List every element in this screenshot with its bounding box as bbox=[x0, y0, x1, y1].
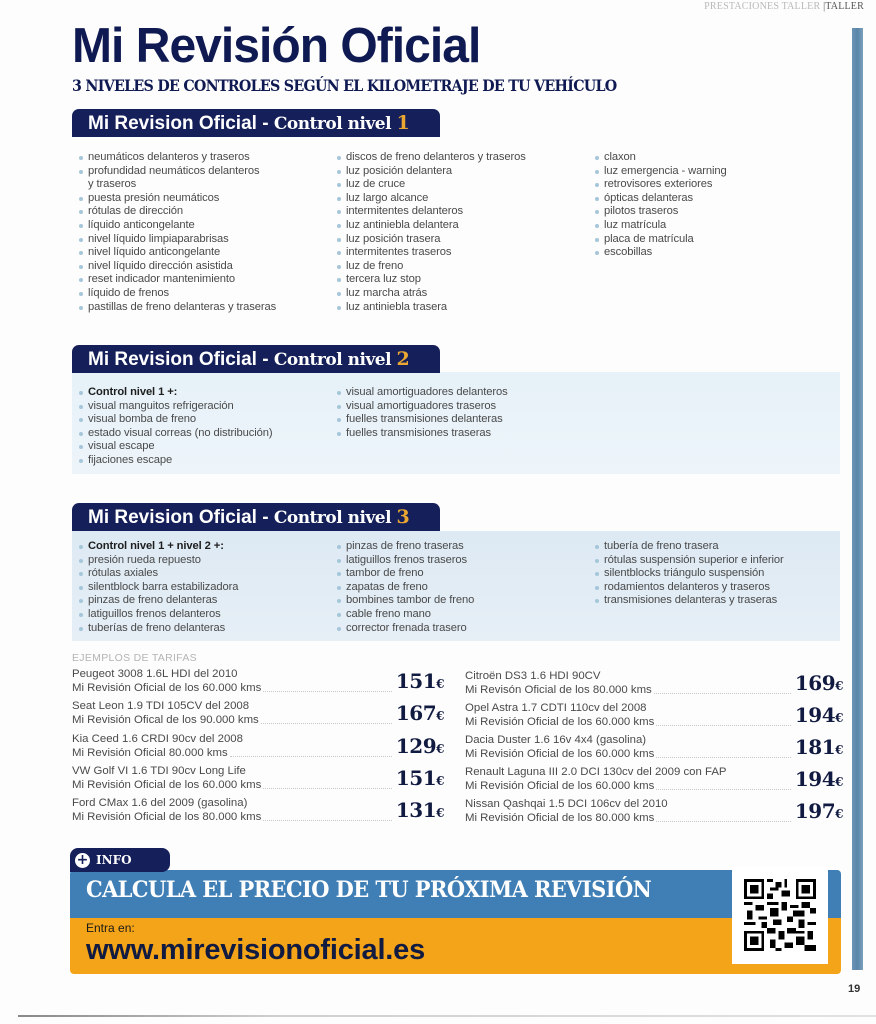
tariff-car: Seat Leon 1.9 TDI 105CV del 2008 bbox=[72, 700, 250, 712]
qr-code-graphic bbox=[744, 876, 816, 954]
section-tag bbox=[704, 1, 864, 12]
checklist-item: latiguillos frenos delanteros bbox=[78, 608, 238, 622]
tariff-row bbox=[72, 700, 444, 732]
level-number: 2 bbox=[396, 348, 410, 370]
checklist-item: tuberías de freno delanteras bbox=[78, 622, 238, 636]
checklist-item: placa de matrícula bbox=[594, 233, 727, 247]
checklist-item: líquido de frenos bbox=[78, 287, 276, 301]
checklist-item: cable freno mano bbox=[336, 608, 474, 622]
tariff-service: Mi Revisión Oficial de los 60.000 kms bbox=[465, 715, 655, 728]
tariff-row bbox=[465, 670, 843, 702]
checklist-item: claxon bbox=[594, 151, 727, 165]
tariff-price: 151€ bbox=[395, 669, 444, 693]
checklist-item: rodamientos delanteros y traseros bbox=[594, 581, 784, 595]
checklist-item: corrector frenada trasero bbox=[336, 622, 474, 636]
tariff-service: Mi Revisión Oficial de los 60.000 kms bbox=[72, 778, 262, 791]
checklist-item: visual escape bbox=[78, 440, 273, 454]
checklist-item: luz antiniebla delantera bbox=[336, 219, 526, 233]
checklist-item: luz de cruce bbox=[336, 178, 526, 192]
tariff-service: Mi Revisión Ofical de los 90.000 kms bbox=[72, 713, 259, 726]
checklist-item-heading: Control nivel 1 + nivel 2 +: bbox=[78, 540, 238, 554]
tariff-service: Mi Revisión Oficial de los 80.000 kms bbox=[465, 811, 655, 824]
level-header-brand: Mi Revision Oficial - bbox=[88, 349, 274, 370]
tariff-car: Kia Ceed 1.6 CRDI 90cv del 2008 bbox=[72, 733, 243, 745]
checklist-item: discos de freno delanteros y traseros bbox=[336, 151, 526, 165]
tariff-row bbox=[72, 765, 444, 797]
level-header-control: Control nivel bbox=[273, 350, 397, 370]
tariff-price: 131€ bbox=[395, 798, 444, 822]
checklist-item: rótulas suspensión superior e inferior bbox=[594, 554, 784, 568]
checklist-item: presión rueda repuesto bbox=[78, 554, 238, 568]
tariff-row bbox=[72, 668, 444, 700]
tariff-row bbox=[465, 734, 843, 766]
tariffs-title: EJEMPLOS DE TARIFAS bbox=[72, 652, 197, 664]
level-1-column-2 bbox=[336, 151, 526, 314]
tariff-row bbox=[465, 766, 843, 798]
checklist-item: silentblock barra estabilizadora bbox=[78, 581, 238, 595]
tariff-row bbox=[72, 797, 444, 829]
bottom-divider bbox=[18, 1015, 876, 1017]
checklist-item: fuelles transmisiones delanteras bbox=[336, 413, 508, 427]
checklist-item: tubería de freno trasera bbox=[594, 540, 784, 554]
level-2-header bbox=[72, 345, 440, 373]
level-3-column-1 bbox=[78, 540, 238, 635]
section-tag-strong: |TALLER bbox=[823, 1, 864, 12]
checklist-item: latiguillos frenos traseros bbox=[336, 554, 474, 568]
info-tab-label: INFO bbox=[96, 853, 132, 867]
checklist-item: puesta presión neumáticos bbox=[78, 192, 276, 206]
checklist-item: retrovisores exteriores bbox=[594, 178, 727, 192]
checklist-item: zapatas de freno bbox=[336, 581, 474, 595]
checklist-item: pinzas de freno delanteras bbox=[78, 594, 238, 608]
tariff-price: 194€ bbox=[794, 703, 843, 727]
checklist-item: luz posición trasera bbox=[336, 233, 526, 247]
level-header-control: Control nivel bbox=[273, 114, 397, 134]
checklist-item: neumáticos delanteros y traseros bbox=[78, 151, 276, 165]
checklist-item: fuelles transmisiones traseras bbox=[336, 427, 508, 441]
level-2-column-1 bbox=[78, 386, 273, 468]
tariff-service: Mi Revisión Oficial de los 60.000 kms bbox=[465, 779, 655, 792]
checklist-item: luz marcha atrás bbox=[336, 287, 526, 301]
level-1-column-1 bbox=[78, 151, 276, 314]
level-header-control: Control nivel bbox=[273, 508, 397, 528]
tariff-service: Mi Revisión Oficial de los 60.000 kms bbox=[465, 747, 655, 760]
tariff-car: Renault Laguna III 2.0 DCI 130cv del 2009 con FAP bbox=[465, 766, 727, 778]
checklist-item: luz de freno bbox=[336, 260, 526, 274]
checklist-item-heading: Control nivel 1 +: bbox=[78, 386, 273, 400]
info-headline: CALCULA EL PRECIO DE TU PRÓXIMA REVISIÓN bbox=[86, 877, 652, 903]
tariff-car: VW Golf VI 1.6 TDI 90cv Long Life bbox=[72, 765, 246, 777]
checklist-item: transmisiones delanteras y traseras bbox=[594, 594, 784, 608]
tariff-row bbox=[465, 798, 843, 830]
tariff-row bbox=[465, 702, 843, 734]
checklist-item: pastillas de freno delanteras y traseras bbox=[78, 301, 276, 315]
level-3-column-2 bbox=[336, 540, 474, 635]
checklist-item: pinzas de freno traseras bbox=[336, 540, 474, 554]
checklist-item: pilotos traseros bbox=[594, 205, 727, 219]
page-subtitle: 3 NIVELES DE CONTROLES SEGÚN EL KILOMETRAJE DE TU VEHÍCULO bbox=[72, 76, 617, 95]
checklist-item: fijaciones escape bbox=[78, 454, 273, 468]
side-color-bar bbox=[852, 28, 863, 970]
checklist-item: visual bomba de freno bbox=[78, 413, 273, 427]
checklist-item: luz posición delantera bbox=[336, 165, 526, 179]
level-2-column-2 bbox=[336, 386, 508, 440]
checklist-item: visual amortiguadores traseros bbox=[336, 400, 508, 414]
checklist-item: intermitentes delanteros bbox=[336, 205, 526, 219]
level-1-header bbox=[72, 109, 440, 137]
section-tag-label: PRESTACIONES TALLER bbox=[704, 1, 821, 12]
tariff-price: 151€ bbox=[395, 766, 444, 790]
tariff-price: 194€ bbox=[794, 767, 843, 791]
level-number: 3 bbox=[396, 506, 410, 528]
tariff-price: 169€ bbox=[794, 671, 843, 695]
checklist-item: escobillas bbox=[594, 246, 727, 260]
checklist-item: visual amortiguadores delanteros bbox=[336, 386, 508, 400]
tariff-car: Peugeot 3008 1.6L HDI del 2010 bbox=[72, 668, 238, 680]
level-number: 1 bbox=[396, 112, 410, 134]
checklist-item-continuation: y traseros bbox=[88, 178, 137, 191]
checklist-item: nivel líquido dirección asistida bbox=[78, 260, 276, 274]
checklist-item: rótulas axiales bbox=[78, 567, 238, 581]
qr-code-icon[interactable] bbox=[732, 866, 828, 964]
checklist-item: tambor de freno bbox=[336, 567, 474, 581]
level-1-column-3 bbox=[594, 151, 727, 260]
level-header-brand: Mi Revision Oficial - bbox=[88, 507, 274, 528]
tariff-service: Mi Revisión Oficial de los 60.000 kms bbox=[72, 681, 262, 694]
checklist-item: silentblocks triángulo suspensión bbox=[594, 567, 784, 581]
checklist-item: estado visual correas (no distribución) bbox=[78, 427, 273, 441]
checklist-item: bombines tambor de freno bbox=[336, 594, 474, 608]
tariff-price: 167€ bbox=[395, 701, 444, 725]
tariff-row bbox=[72, 733, 444, 765]
level-header-brand: Mi Revision Oficial - bbox=[88, 113, 274, 134]
checklist-item: nivel líquido limpiaparabrisas bbox=[78, 233, 276, 247]
level-3-column-3 bbox=[594, 540, 784, 608]
checklist-item: luz emergencia - warning bbox=[594, 165, 727, 179]
checklist-item: rótulas de dirección bbox=[78, 205, 276, 219]
level-3-header bbox=[72, 503, 440, 531]
info-tab bbox=[70, 848, 170, 872]
page-title: Mi Revisión Oficial bbox=[72, 19, 481, 73]
tariff-car: Citroën DS3 1.6 HDI 90CV bbox=[465, 670, 601, 682]
checklist-item: intermitentes traseros bbox=[336, 246, 526, 260]
tariff-service: Mi Revisión Oficial 80.000 kms bbox=[72, 746, 228, 759]
checklist-item: visual manguitos refrigeración bbox=[78, 400, 273, 414]
website-link[interactable]: www.mirevisionoficial.es bbox=[86, 934, 426, 966]
plus-circle-icon: + bbox=[76, 851, 89, 868]
checklist-item: líquido anticongelante bbox=[78, 219, 276, 233]
checklist-item: luz matrícula bbox=[594, 219, 727, 233]
tariff-price: 129€ bbox=[395, 734, 444, 758]
tariff-car: Opel Astra 1.7 CDTI 110cv del 2008 bbox=[465, 702, 647, 714]
tariff-price: 197€ bbox=[794, 799, 843, 823]
tariff-price: 181€ bbox=[794, 735, 843, 759]
tariff-car: Dacia Duster 1.6 16v 4x4 (gasolina) bbox=[465, 734, 647, 746]
checklist-item: ópticas delanteras bbox=[594, 192, 727, 206]
checklist-item: tercera luz stop bbox=[336, 273, 526, 287]
page-number: 19 bbox=[848, 983, 861, 995]
checklist-item: luz antiniebla trasera bbox=[336, 301, 526, 315]
tariff-service: Mi Revisón Oficial de los 80.000 kms bbox=[465, 683, 652, 696]
checklist-item: reset indicador mantenimiento bbox=[78, 273, 276, 287]
checklist-item: nivel líquido anticongelante bbox=[78, 246, 276, 260]
checklist-item: profundidad neumáticos delanteros bbox=[78, 165, 276, 179]
tariff-car: Nissan Qashqai 1.5 DCI 106cv del 2010 bbox=[465, 798, 668, 810]
info-entra-label: Entra en: bbox=[86, 921, 135, 935]
tariff-service: Mi Revisión Oficial de los 80.000 kms bbox=[72, 810, 262, 823]
tariff-car: Ford CMax 1.6 del 2009 (gasolina) bbox=[72, 797, 248, 809]
checklist-item: luz largo alcance bbox=[336, 192, 526, 206]
